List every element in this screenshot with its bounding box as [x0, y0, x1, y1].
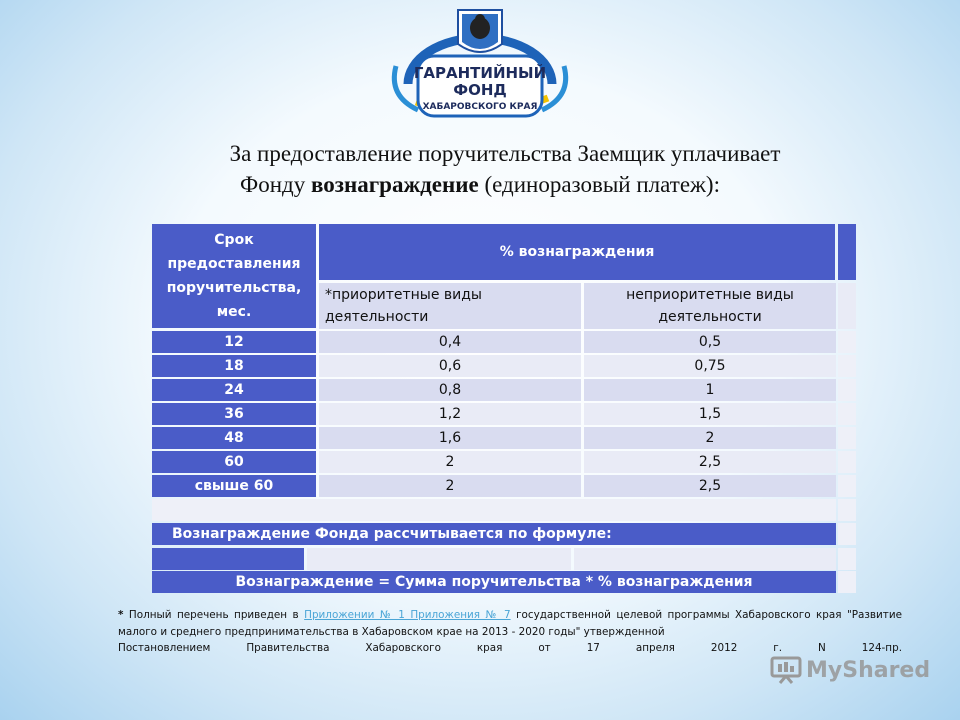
priority-cell: 0,6 [319, 355, 581, 377]
nonpriority-cell: 2 [584, 427, 836, 449]
filler-cell [838, 379, 856, 401]
header-reward: % вознаграждения [319, 224, 835, 280]
filler-cell [838, 523, 856, 545]
filler-cell [838, 571, 856, 593]
title-bold: вознаграждение [310, 172, 479, 197]
nonpriority-cell: 2,5 [584, 451, 836, 473]
footnote-text: государственной целевой программы Хабаровского края "Развитие малого и среднего предпринимательства в Хабаровском крае на 2013 - 2020 годы" утвержденной [118, 609, 903, 638]
formula-title: Вознаграждение Фонда рассчитывается по формуле: [152, 523, 836, 545]
term-cell: 24 [152, 379, 316, 401]
header-spacer [838, 283, 856, 329]
footnote-last-line: Постановлением Правительства Хабаровского края от 17 апреля 2012 г. N 124-пр. [118, 642, 902, 654]
term-cell: 18 [152, 355, 316, 377]
term-cell: 60 [152, 451, 316, 473]
appendix-link[interactable]: Приложении № 1 Приложения № 7 [304, 609, 511, 621]
term-cell: 36 [152, 403, 316, 425]
nonpriority-cell: 1,5 [584, 403, 836, 425]
header-priority: *приоритетные виды деятельности [319, 283, 581, 329]
filler-cell [838, 548, 856, 570]
empty-cell [307, 548, 571, 570]
footnote-text: Полный перечень приведен в [123, 609, 305, 621]
priority-cell: 1,2 [319, 403, 581, 425]
footnote [118, 607, 902, 657]
priority-cell: 2 [319, 451, 581, 473]
logo-line2: ФОНД [453, 81, 507, 99]
empty-cell [574, 548, 836, 570]
logo-line1: ГАРАНТИЙНЫЙ [413, 64, 547, 82]
watermark-text: MyShared [806, 657, 931, 683]
term-cell: 48 [152, 427, 316, 449]
page-title-line1: За предоставление поручительства Заемщик уплачивает [229, 141, 781, 166]
header-spacer [838, 224, 856, 280]
priority-cell: 0,8 [319, 379, 581, 401]
title-text: (единоразовый платеж): [478, 172, 720, 197]
filler-cell [838, 331, 856, 353]
header-term: Срок предоставления поручительства, мес. [152, 224, 316, 328]
priority-cell: 2 [319, 475, 581, 497]
logo-line3: ХАБАРОВСКОГО КРАЯ [422, 102, 538, 112]
nonpriority-cell: 0,75 [584, 355, 836, 377]
filler-cell [838, 355, 856, 377]
formula-text: Вознаграждение = Сумма поручительства * % вознаграждения [152, 571, 836, 593]
watermark [770, 656, 930, 684]
priority-cell: 1,6 [319, 427, 581, 449]
filler-cell [838, 403, 856, 425]
term-cell: свыше 60 [152, 475, 316, 497]
presentation-icon [770, 656, 802, 684]
filler-cell [838, 451, 856, 473]
filler-cell [838, 475, 856, 497]
nonpriority-cell: 1 [584, 379, 836, 401]
title-text: Фонду [240, 172, 311, 197]
nonpriority-cell: 2,5 [584, 475, 836, 497]
header-nonpriority: неприоритетные виды деятельности [584, 283, 836, 329]
filler-cell [838, 427, 856, 449]
nonpriority-cell: 0,5 [584, 331, 836, 353]
term-cell: 12 [152, 331, 316, 353]
filler-cell [838, 499, 856, 521]
priority-cell: 0,4 [319, 331, 581, 353]
empty-cell [152, 548, 304, 570]
empty-row [152, 499, 836, 521]
footnote-star: * [118, 609, 124, 621]
